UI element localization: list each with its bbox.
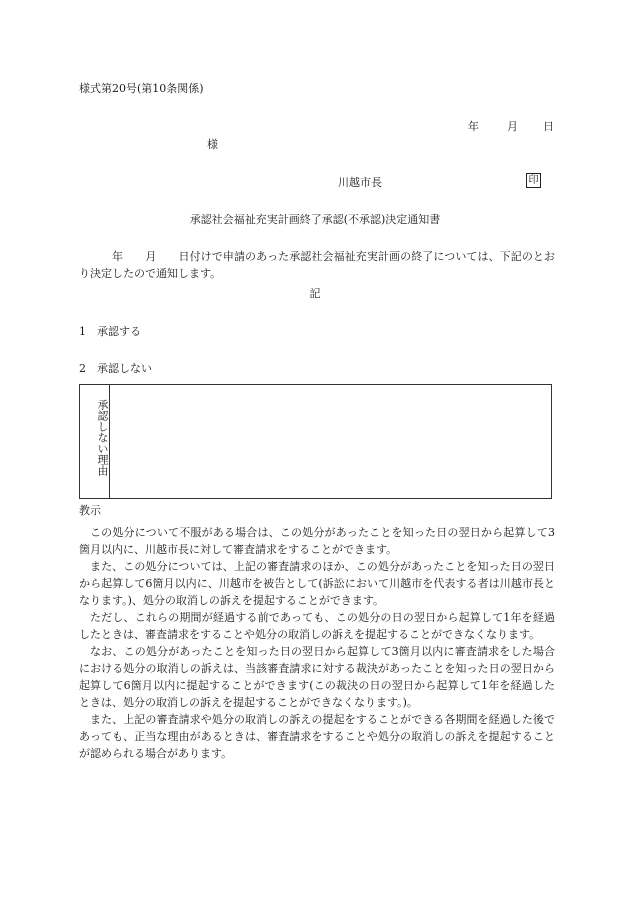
date-line — [468, 120, 554, 133]
seal-mark: 印 — [526, 173, 541, 188]
issuer-name: 川越市長 — [338, 176, 382, 189]
notice-paragraph: なお、この処分があったことを知った日の翌日から起算して3箇月以内に審査請求をした場合における処分の取消しの訴えは、当該審査請求に対する裁決があったことを知った日の翌日から起算して6箇月以内に提起することができます(この裁決の日の翌日から起算して1年を経過したときは、処分の取消しの訴えを提起することができなくなります。)。 — [79, 645, 555, 709]
form-number: 様式第20号(第10条関係) — [79, 82, 204, 95]
date-month: 月 — [507, 120, 518, 133]
body-paragraph: 年 月 日付けで申請のあった承認社会福祉充実計画の終了については、下記のとおり決定したので通知します。 — [79, 250, 555, 280]
notice-heading: 教示 — [79, 504, 101, 517]
notice-paragraph: また、この処分については、上記の審査請求のほか、この処分があったことを知った日の翌日から起算して6箇月以内に、川越市を被告として(訴訟において川越市を代表する者は川越市長となります。)、処分の取消しの訴えを提起することができます。 — [79, 560, 555, 607]
option-disapprove — [79, 362, 152, 375]
option-number: 2 — [79, 362, 86, 375]
reason-content — [110, 385, 551, 498]
reason-label: 承認しない理由 — [96, 399, 109, 476]
option-label: 承認しない — [97, 362, 152, 375]
notice-paragraph: また、上記の審査請求や処分の取消しの訴えの提起をすることができる各期間を経過した後であっても、正当な理由があるときは、審査請求をすることや処分の取消しの訴えを提起することが認められる場合があります。 — [79, 713, 555, 760]
reason-label-cell — [80, 385, 110, 498]
notice-paragraph: この処分について不服がある場合は、この処分があったことを知った日の翌日から起算して3箇月以内に、川越市長に対して審査請求をすることができます。 — [79, 526, 555, 556]
option-approve — [79, 325, 141, 338]
addressee: 様 — [207, 138, 218, 151]
date-year: 年 — [468, 120, 479, 133]
document-title: 承認社会福祉充実計画終了承認(不承認)決定通知書 — [189, 213, 441, 226]
option-number: 1 — [79, 325, 86, 338]
option-label: 承認する — [97, 325, 141, 338]
ki-heading: 記 — [309, 287, 321, 300]
disapproval-reason-box — [79, 384, 552, 499]
date-day: 日 — [543, 120, 554, 133]
notice-section — [79, 524, 555, 762]
notice-paragraph: ただし、これらの期間が経過する前であっても、この処分の日の翌日から起算して1年を経過したときは、審査請求をすることや処分の取消しの訴えを提起することができなくなります。 — [79, 611, 555, 641]
